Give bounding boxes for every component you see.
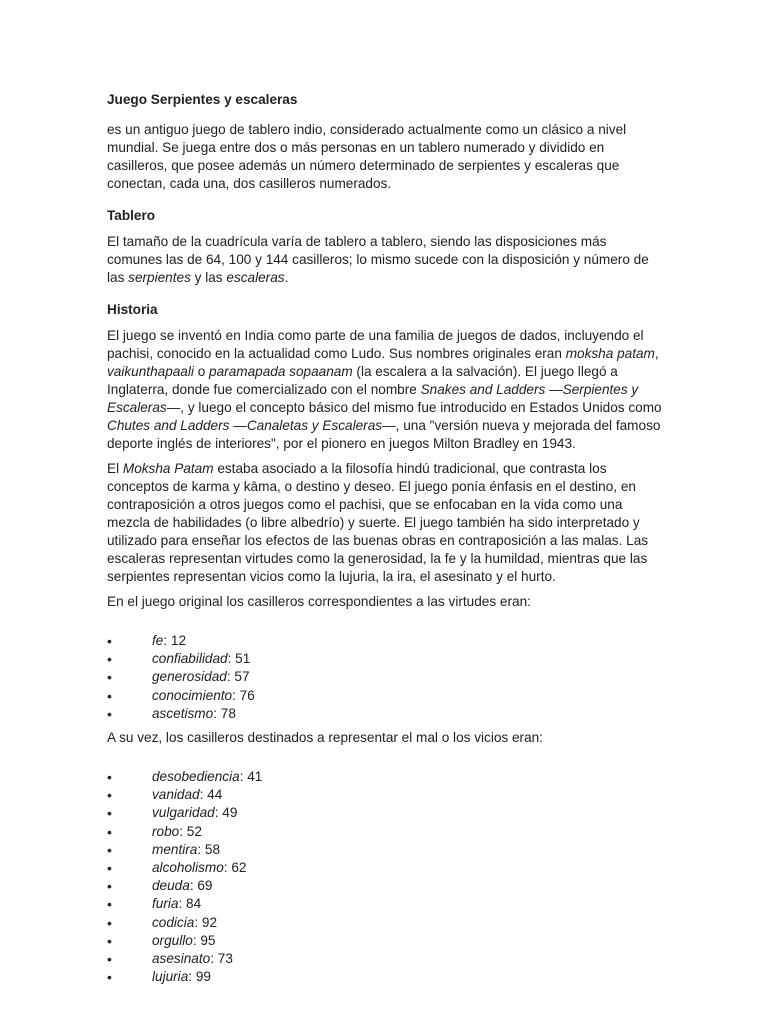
list-item: • lujuria: 99 <box>107 968 662 986</box>
document-page <box>107 91 662 992</box>
list-item: • conocimiento: 76 <box>107 687 662 705</box>
list-item: • generosidad: 57 <box>107 668 662 686</box>
list-item: • codicia: 92 <box>107 914 662 932</box>
list-item: • ascetismo: 78 <box>107 705 662 723</box>
list-item: • furia: 84 <box>107 895 662 913</box>
list-item: • vulgaridad: 49 <box>107 804 662 822</box>
list-item: • mentira: 58 <box>107 841 662 859</box>
historia-paragraph-2: El Moksha Patam estaba asociado a la filosofía hindú tradicional, que contrasta los conceptos de karma y kāma, o destino y deseo. El juego ponía énfasis en el destino, en contraposición a otros juegos como el pachisi, que se enfocaban en la vida como una mezcla de habilidades (o libre albedrío) y suerte. El juego también ha sido interpretado y utilizado para enseñar los efectos de las buenas obras en contraposición a las malas. Las escaleras representan virtudes como la generosidad, la fe y la humildad, mientras que las serpientes representan vicios como la lujuria, la ira, el asesinato y el hurto. <box>107 461 649 584</box>
tablero-paragraph: El tamaño de la cuadrícula varía de tablero a tablero, siendo las disposiciones más comunes las de 64, 100 y 144 casilleros; lo mismo sucede con la disposición y número de las serpientes y las escaleras. <box>107 234 649 285</box>
list-item: • desobediencia: 41 <box>107 768 662 786</box>
vices-intro: A su vez, los casilleros destinados a representar el mal o los vicios eran: <box>107 730 543 746</box>
section-heading-historia: Historia <box>107 302 158 317</box>
document-title: Juego Serpientes y escaleras <box>107 92 298 107</box>
virtues-intro: En el juego original los casilleros correspondientes a las virtudes eran: <box>107 594 531 609</box>
list-item: • fe: 12 <box>107 632 662 650</box>
list-item: • deuda: 69 <box>107 877 662 895</box>
list-item: • alcoholismo: 62 <box>107 859 662 877</box>
list-item: • vanidad: 44 <box>107 786 662 804</box>
list-item: • asesinato: 73 <box>107 950 662 968</box>
virtues-list <box>107 632 662 723</box>
vices-list <box>107 768 662 986</box>
list-item: • orgullo: 95 <box>107 932 662 950</box>
historia-paragraph-1: El juego se inventó en India como parte de una familia de juegos de dados, incluyendo el pachisi, conocido en la actualidad como Ludo. Sus nombres originales eran moksha patam, vaikunthapaali o paramapada sopaanam (la escalera a la salvación). El juego llegó a Inglaterra, donde fue comercializado con el nombre Snakes and Ladders —Serpientes y Escaleras—, y luego el concepto básico del mismo fue introducido en Estados Unidos como Chutes and Ladders —Canaletas y Escaleras—, una "versión nueva y mejorada del famoso deporte inglés de interiores", por el pionero en juegos Milton Bradley en 1943. <box>107 328 662 451</box>
intro-paragraph: es un antiguo juego de tablero indio, considerado actualmente como un clásico a nivel mundial. Se juega entre dos o más personas en un tablero numerado y dividido en casilleros, que posee además un número determinado de serpientes y escaleras que conectan, cada una, dos casilleros numerados. <box>107 122 627 191</box>
list-item: • robo: 52 <box>107 823 662 841</box>
list-item: • confiabilidad: 51 <box>107 650 662 668</box>
section-heading-tablero: Tablero <box>107 208 156 223</box>
